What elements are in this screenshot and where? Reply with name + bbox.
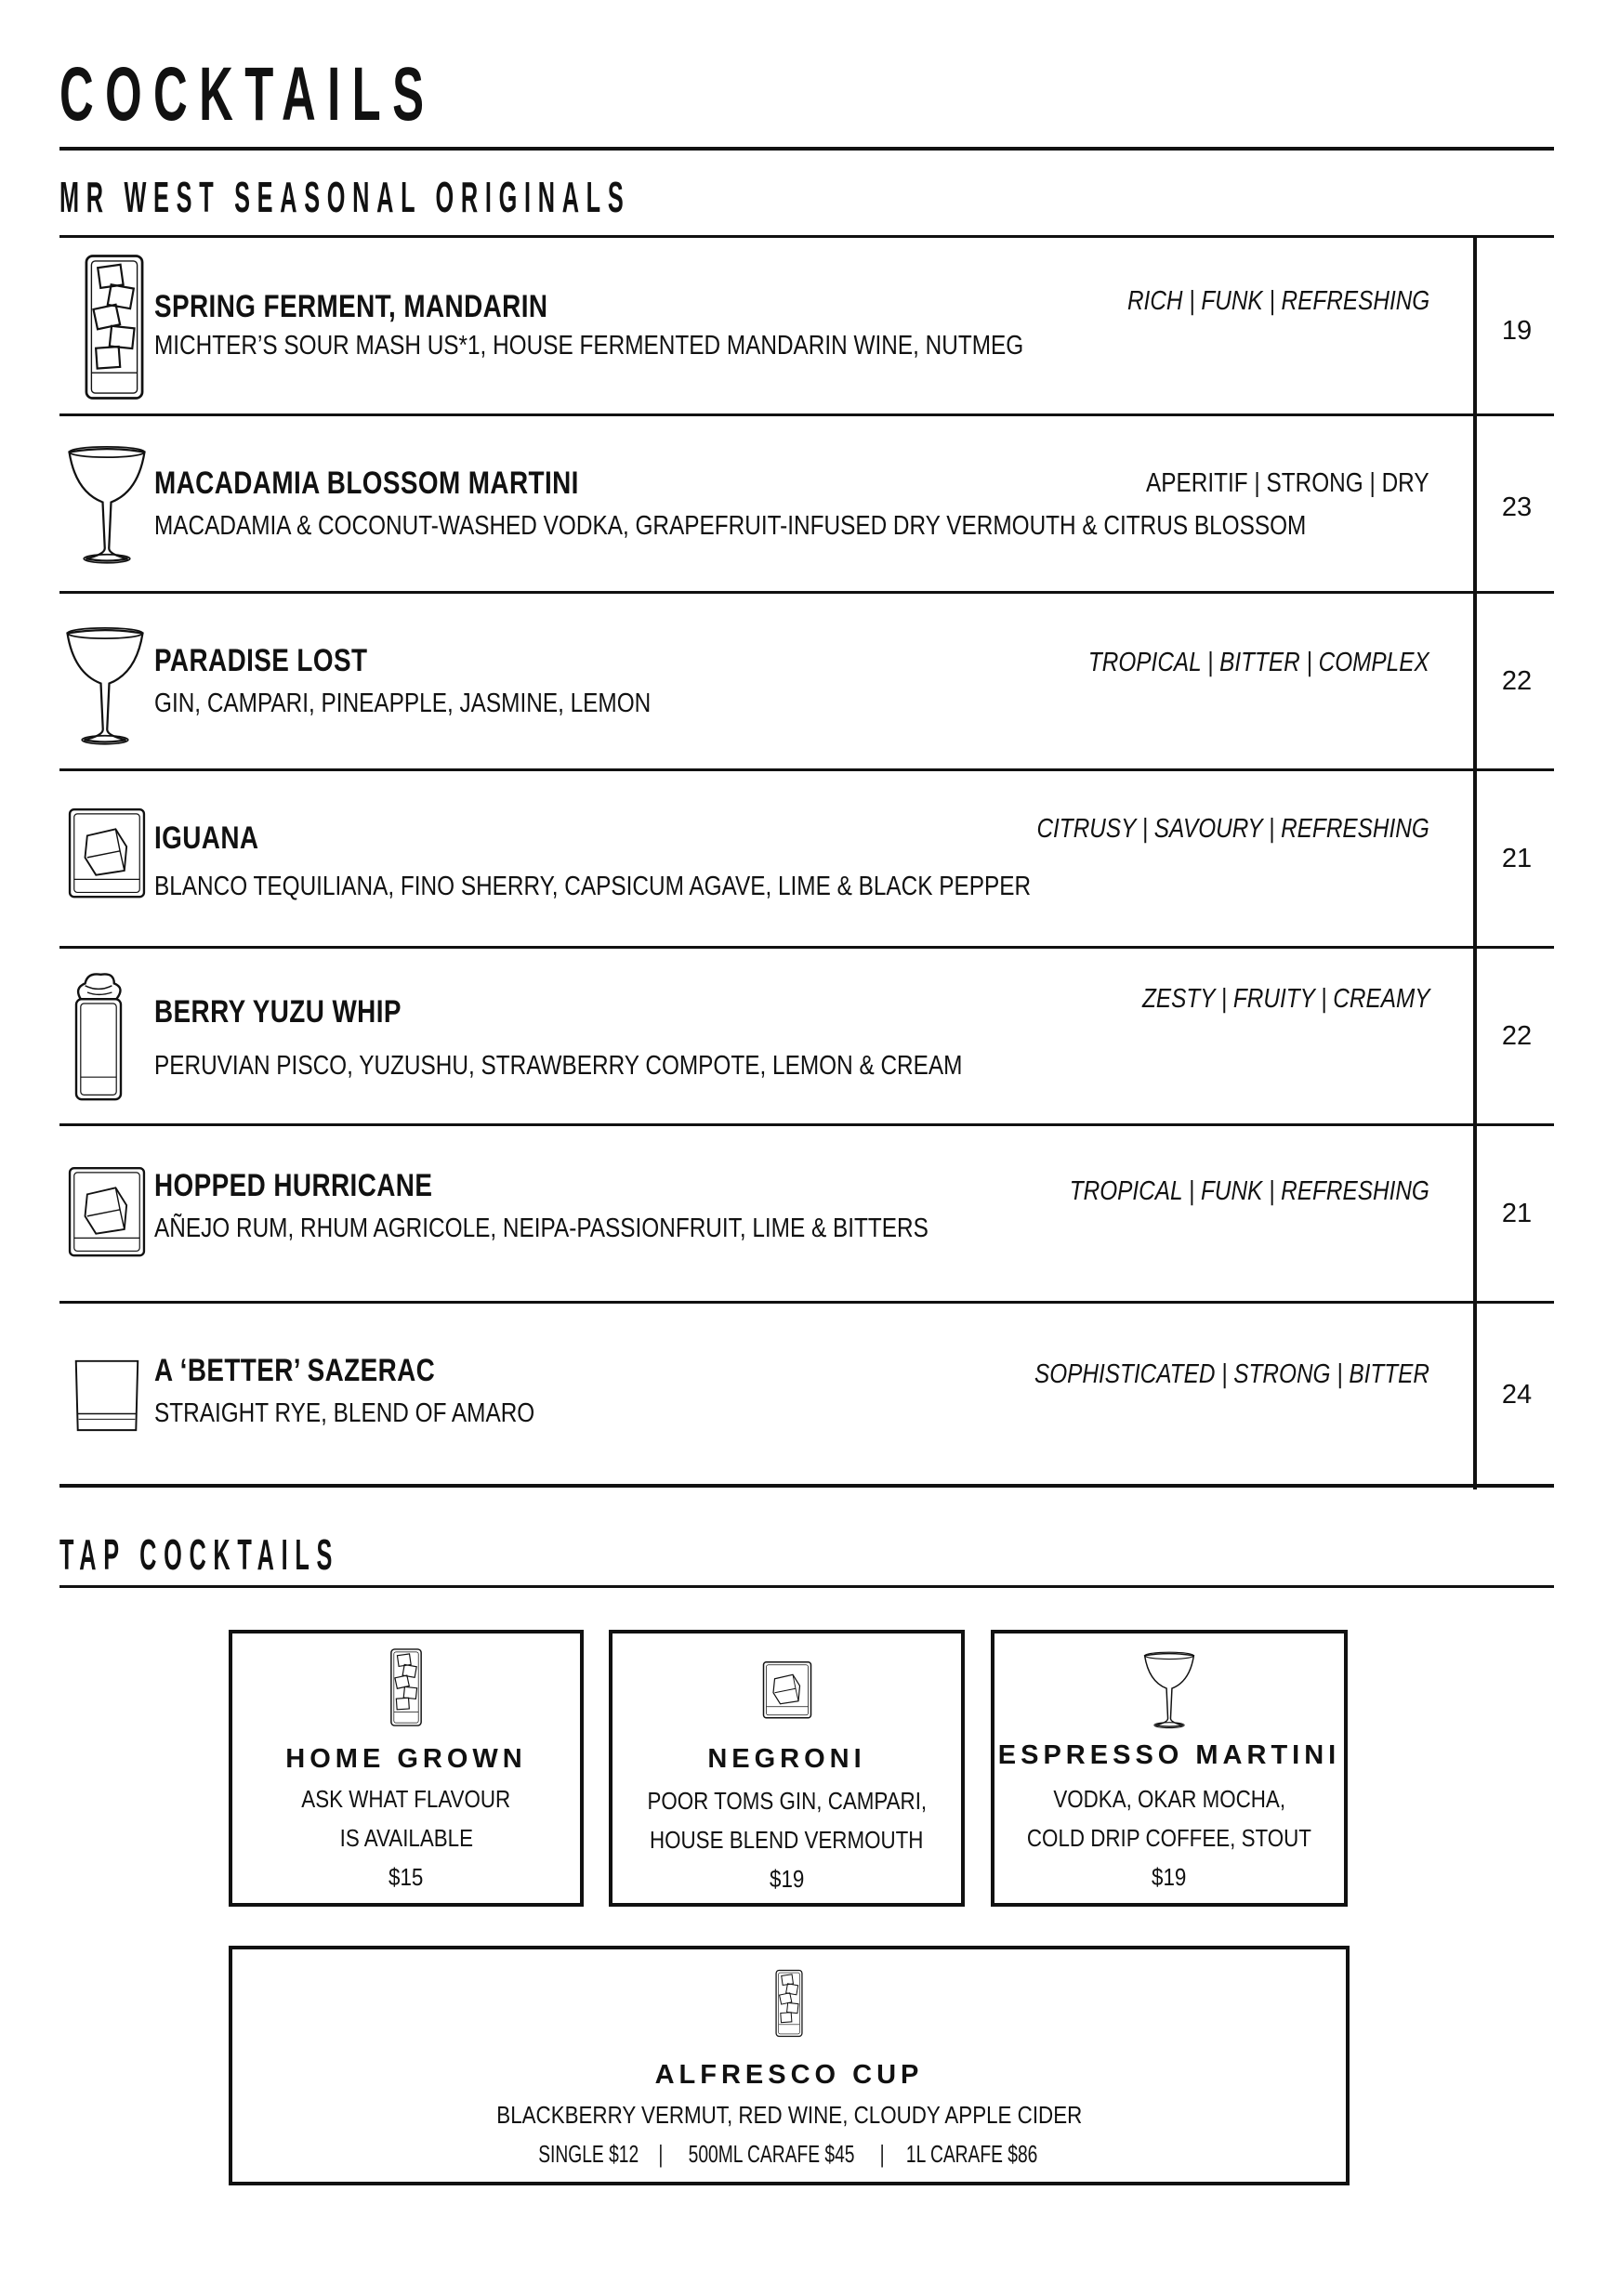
rocks-glass-icon — [63, 801, 151, 903]
item-ingredients: GIN, CAMPARI, PINEAPPLE, JASMINE, LEMON — [154, 689, 652, 718]
item-name: PARADISE LOST — [154, 643, 368, 678]
alfresco-name: ALFRESCO CUP — [654, 2060, 924, 2090]
item-ingredients: STRAIGHT RYE, BLEND OF AMARO — [154, 1398, 535, 1428]
item-name: MACADAMIA BLOSSOM MARTINI — [154, 466, 579, 501]
tap-item-name: NEGRONI — [707, 1744, 866, 1774]
item-tags: RICH | FUNK | REFRESHING — [1126, 286, 1429, 316]
item-ingredients: PERUVIAN PISCO, YUZUSHU, STRAWBERRY COMPOTE, LEMON & CREAM — [154, 1051, 963, 1081]
highball-glass-icon — [771, 1959, 807, 2048]
item-ingredients: BLANCO TEQUILIANA, FINO SHERRY, CAPSICUM AGAVE, LIME & BLACK PEPPER — [154, 872, 1032, 901]
item-price: 21 — [1501, 844, 1533, 873]
tap-item-line: IS AVAILABLE — [339, 1824, 473, 1852]
tumbler-glass-icon — [63, 1354, 151, 1436]
alfresco-card — [229, 1946, 1350, 2185]
menu-item — [59, 238, 1554, 414]
item-tags: ZESTY | FRUITY | CREAMY — [1141, 984, 1429, 1014]
item-tags: CITRUSY | SAVOURY | REFRESHING — [1036, 814, 1429, 844]
item-price: 24 — [1501, 1380, 1533, 1410]
item-price: 19 — [1501, 316, 1533, 346]
title-rule — [59, 147, 1554, 151]
item-name: HOPPED HURRICANE — [154, 1168, 433, 1203]
item-name: SPRING FERMENT, MANDARIN — [154, 289, 548, 324]
tap-heading-rule — [59, 1585, 1554, 1588]
tap-item-line: HOUSE BLEND VERMOUTH — [650, 1826, 924, 1854]
alfresco-price-single: SINGLE $12 — [537, 2140, 639, 2168]
item-tags: SOPHISTICATED | STRONG | BITTER — [1034, 1359, 1429, 1389]
item-tags: APERITIF | STRONG | DRY — [1146, 468, 1429, 498]
menu-item — [59, 1126, 1554, 1303]
item-ingredients: MICHTER’S SOUR MASH US*1, HOUSE FERMENTED MANDARIN WINE, NUTMEG — [154, 331, 1024, 361]
menu-item — [59, 1304, 1554, 1480]
tap-item-price: $19 — [1152, 1863, 1187, 1891]
whip-glass-icon — [65, 958, 132, 1116]
rocks-glass-icon — [63, 1160, 151, 1262]
tap-section-heading: TAP COCKTAILS — [59, 1530, 340, 1579]
tap-item-price: $19 — [769, 1865, 805, 1893]
tap-item-line: COLD DRIP COFFEE, STOUT — [1026, 1824, 1312, 1852]
item-name: BERRY YUZU WHIP — [154, 994, 402, 1030]
tap-item-name: ESPRESSO MARTINI — [997, 1740, 1341, 1770]
highball-glass-icon — [386, 1643, 427, 1732]
menu-item — [59, 594, 1554, 770]
item-name: IGUANA — [154, 820, 259, 856]
item-price: 22 — [1501, 1021, 1533, 1051]
menu-item — [59, 771, 1554, 948]
price-separator: | — [878, 2140, 884, 2168]
price-separator: | — [658, 2140, 664, 2168]
alfresco-description: BLACKBERRY VERMUT, RED WINE, CLOUDY APPLE CIDER — [495, 2101, 1082, 2129]
alfresco-price-500ml: 500ML CARAFE $45 — [688, 2140, 854, 2168]
page-title: COCKTAILS — [59, 52, 436, 137]
highball-glass-icon — [63, 251, 165, 403]
tap-item-name: HOME GROWN — [285, 1744, 527, 1774]
alfresco-prices — [232, 2139, 1346, 2169]
item-ingredients: AÑEJO RUM, RHUM AGRICOLE, NEIPA-PASSIONFRUIT, LIME & BITTERS — [154, 1214, 929, 1243]
coupe-glass-icon — [63, 622, 147, 754]
coupe-glass-icon — [1141, 1650, 1197, 1732]
tap-item-price: $15 — [389, 1863, 424, 1891]
tap-item-line: POOR TOMS GIN, CAMPARI, — [647, 1787, 927, 1815]
row-divider — [59, 1484, 1554, 1488]
tap-card — [991, 1630, 1348, 1907]
item-tags: TROPICAL | FUNK | REFRESHING — [1069, 1176, 1429, 1206]
tap-item-line: VODKA, OKAR MOCHA, — [1053, 1785, 1285, 1813]
rocks-glass-icon — [759, 1654, 815, 1725]
tap-item-line: ASK WHAT FLAVOUR — [301, 1785, 511, 1813]
item-price: 23 — [1501, 492, 1533, 522]
item-price: 21 — [1501, 1199, 1533, 1228]
tap-card — [229, 1630, 584, 1907]
menu-item — [59, 416, 1554, 593]
seasonal-section-heading: MR WEST SEASONAL ORIGINALS — [59, 173, 631, 221]
item-name: A ‘BETTER’ SAZERAC — [154, 1353, 436, 1388]
alfresco-price-1l: 1L CARAFE $86 — [905, 2140, 1038, 2168]
tap-card — [609, 1630, 965, 1907]
coupe-glass-icon — [65, 437, 149, 576]
item-tags: TROPICAL | BITTER | COMPLEX — [1088, 648, 1429, 677]
item-ingredients: MACADAMIA & COCONUT-WASHED VODKA, GRAPEFRUIT-INFUSED DRY VERMOUTH & CITRUS BLOSSOM — [154, 511, 1307, 541]
menu-item — [59, 949, 1554, 1125]
item-price: 22 — [1501, 666, 1533, 696]
